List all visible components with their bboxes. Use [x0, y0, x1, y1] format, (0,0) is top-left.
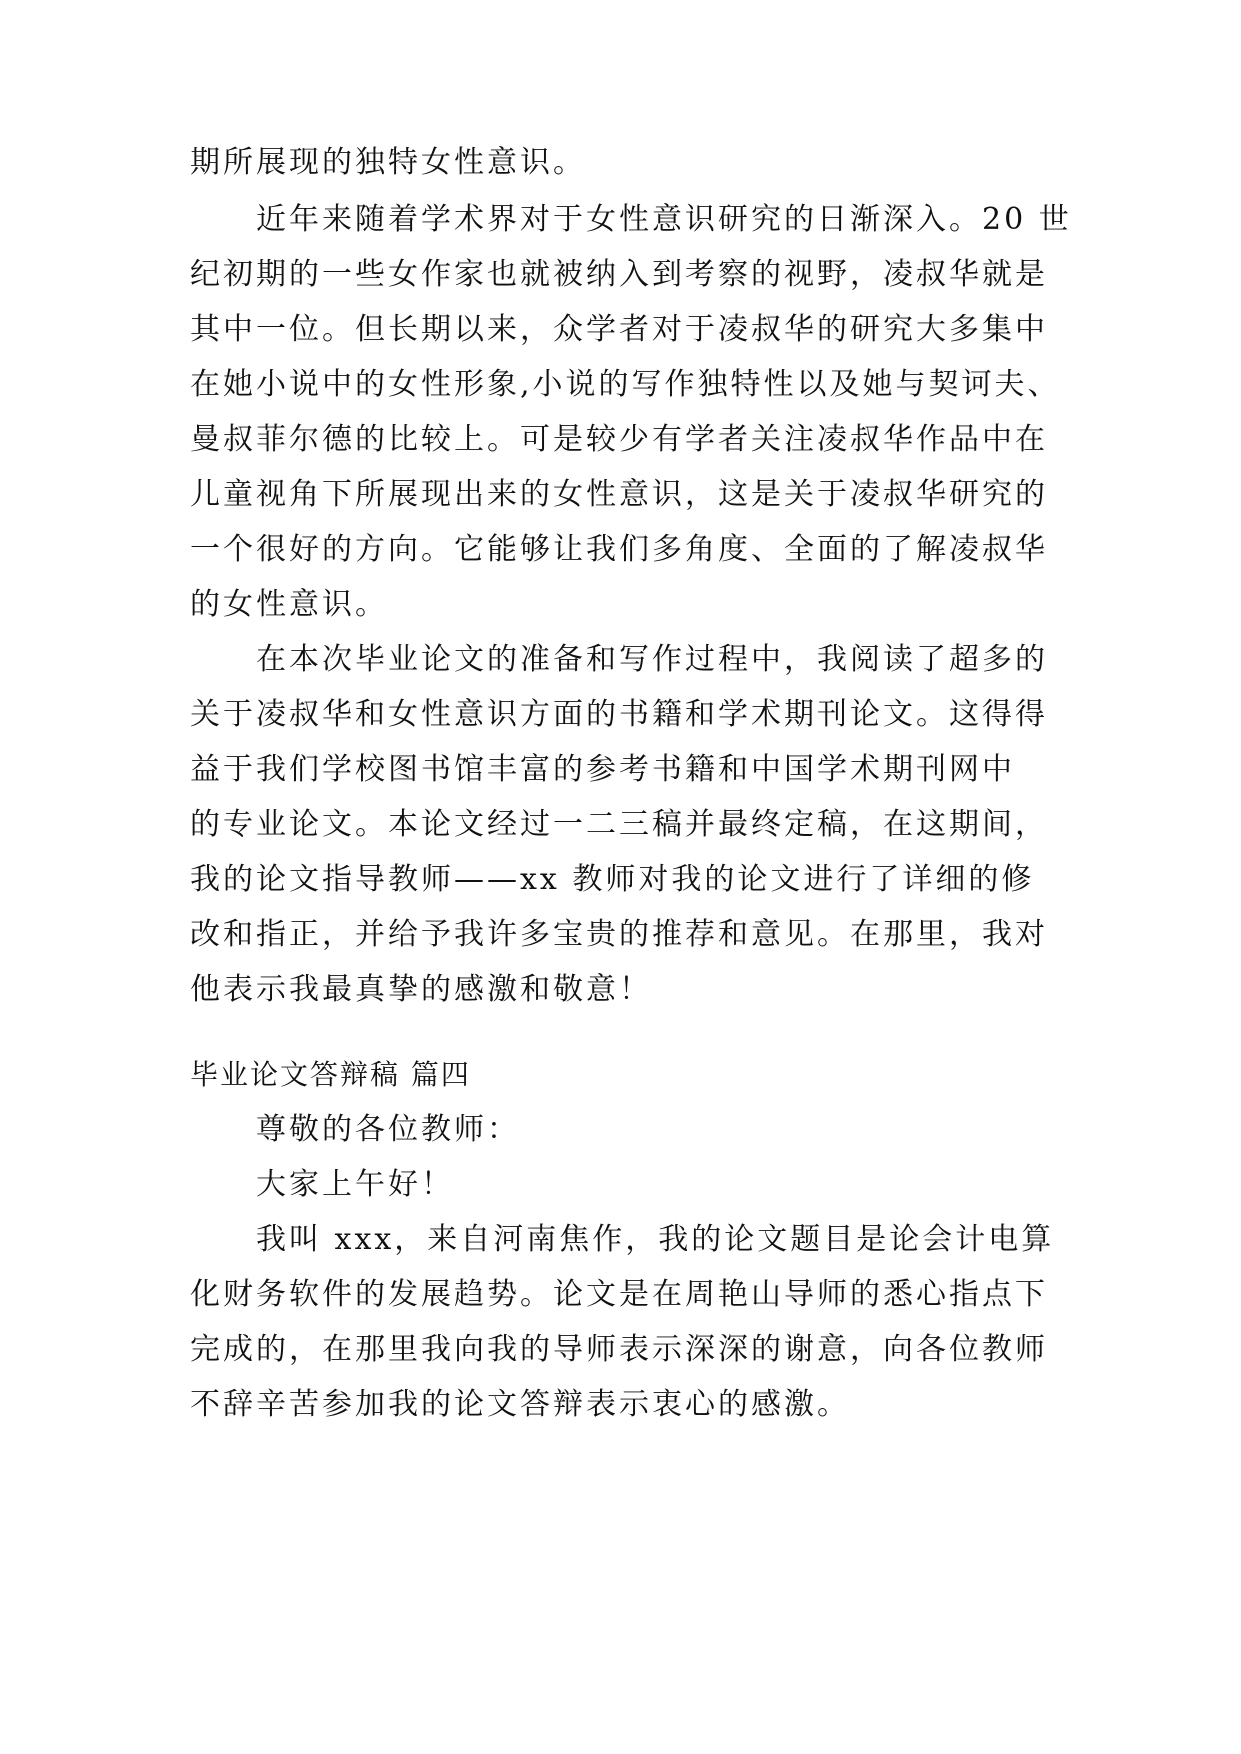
paragraph-line: 的专业论文。本论文经过一二三稿并最终定稿，在这期间，: [190, 807, 1048, 842]
paragraph-line: 我的论文指导教师——xx 教师对我的论文进行了详细的修: [190, 862, 1035, 897]
paragraph-line: 在她小说中的女性形象,小说的写作独特性以及她与契诃夫、: [190, 367, 1061, 402]
paragraph-line: 纪初期的一些女作家也就被纳入到考察的视野，凌叔华就是: [190, 257, 1048, 292]
greeting: 大家上午好！: [256, 1167, 454, 1202]
paragraph-line: 完成的，在那里我向我的导师表示深深的谢意，向各位教师: [190, 1332, 1048, 1367]
paragraph-line: 一个很好的方向。它能够让我们多角度、全面的了解凌叔华: [190, 532, 1048, 567]
salutation: 尊敬的各位教师：: [256, 1112, 520, 1147]
paragraph-line: 改和指正，并给予我许多宝贵的推荐和意见。在那里，我对: [190, 917, 1048, 952]
paragraph-line: 儿童视角下所展现出来的女性意识，这是关于凌叔华研究的: [190, 477, 1048, 512]
paragraph-line: 我叫 xxx，来自河南焦作，我的论文题目是论会计电算: [256, 1222, 1055, 1257]
paragraph-line: 近年来随着学术界对于女性意识研究的日渐深入。20 世: [256, 202, 1072, 237]
paragraph-line: 益于我们学校图书馆丰富的参考书籍和中国学术期刊网中: [190, 752, 1015, 787]
paragraph-line: 关于凌叔华和女性意识方面的书籍和学术期刊论文。这得得: [190, 697, 1048, 732]
paragraph-line: 其中一位。但长期以来，众学者对于凌叔华的研究大多集中: [190, 312, 1048, 347]
paragraph-line: 在本次毕业论文的准备和写作过程中，我阅读了超多的: [256, 642, 1048, 677]
section-heading: 毕业论文答辩稿 篇四: [190, 1058, 471, 1091]
paragraph-line: 化财务软件的发展趋势。论文是在周艳山导师的悉心指点下: [190, 1277, 1048, 1312]
paragraph-line: 他表示我最真挚的感激和敬意！: [190, 972, 652, 1007]
paragraph-line: 的女性意识。: [190, 587, 388, 622]
paragraph-line: 不辞辛苦参加我的论文答辩表示衷心的感激。: [190, 1387, 850, 1422]
paragraph-line: 期所展现的独特女性意识。: [190, 145, 586, 180]
paragraph-line: 曼叔菲尔德的比较上。可是较少有学者关注凌叔华作品中在: [190, 422, 1048, 457]
